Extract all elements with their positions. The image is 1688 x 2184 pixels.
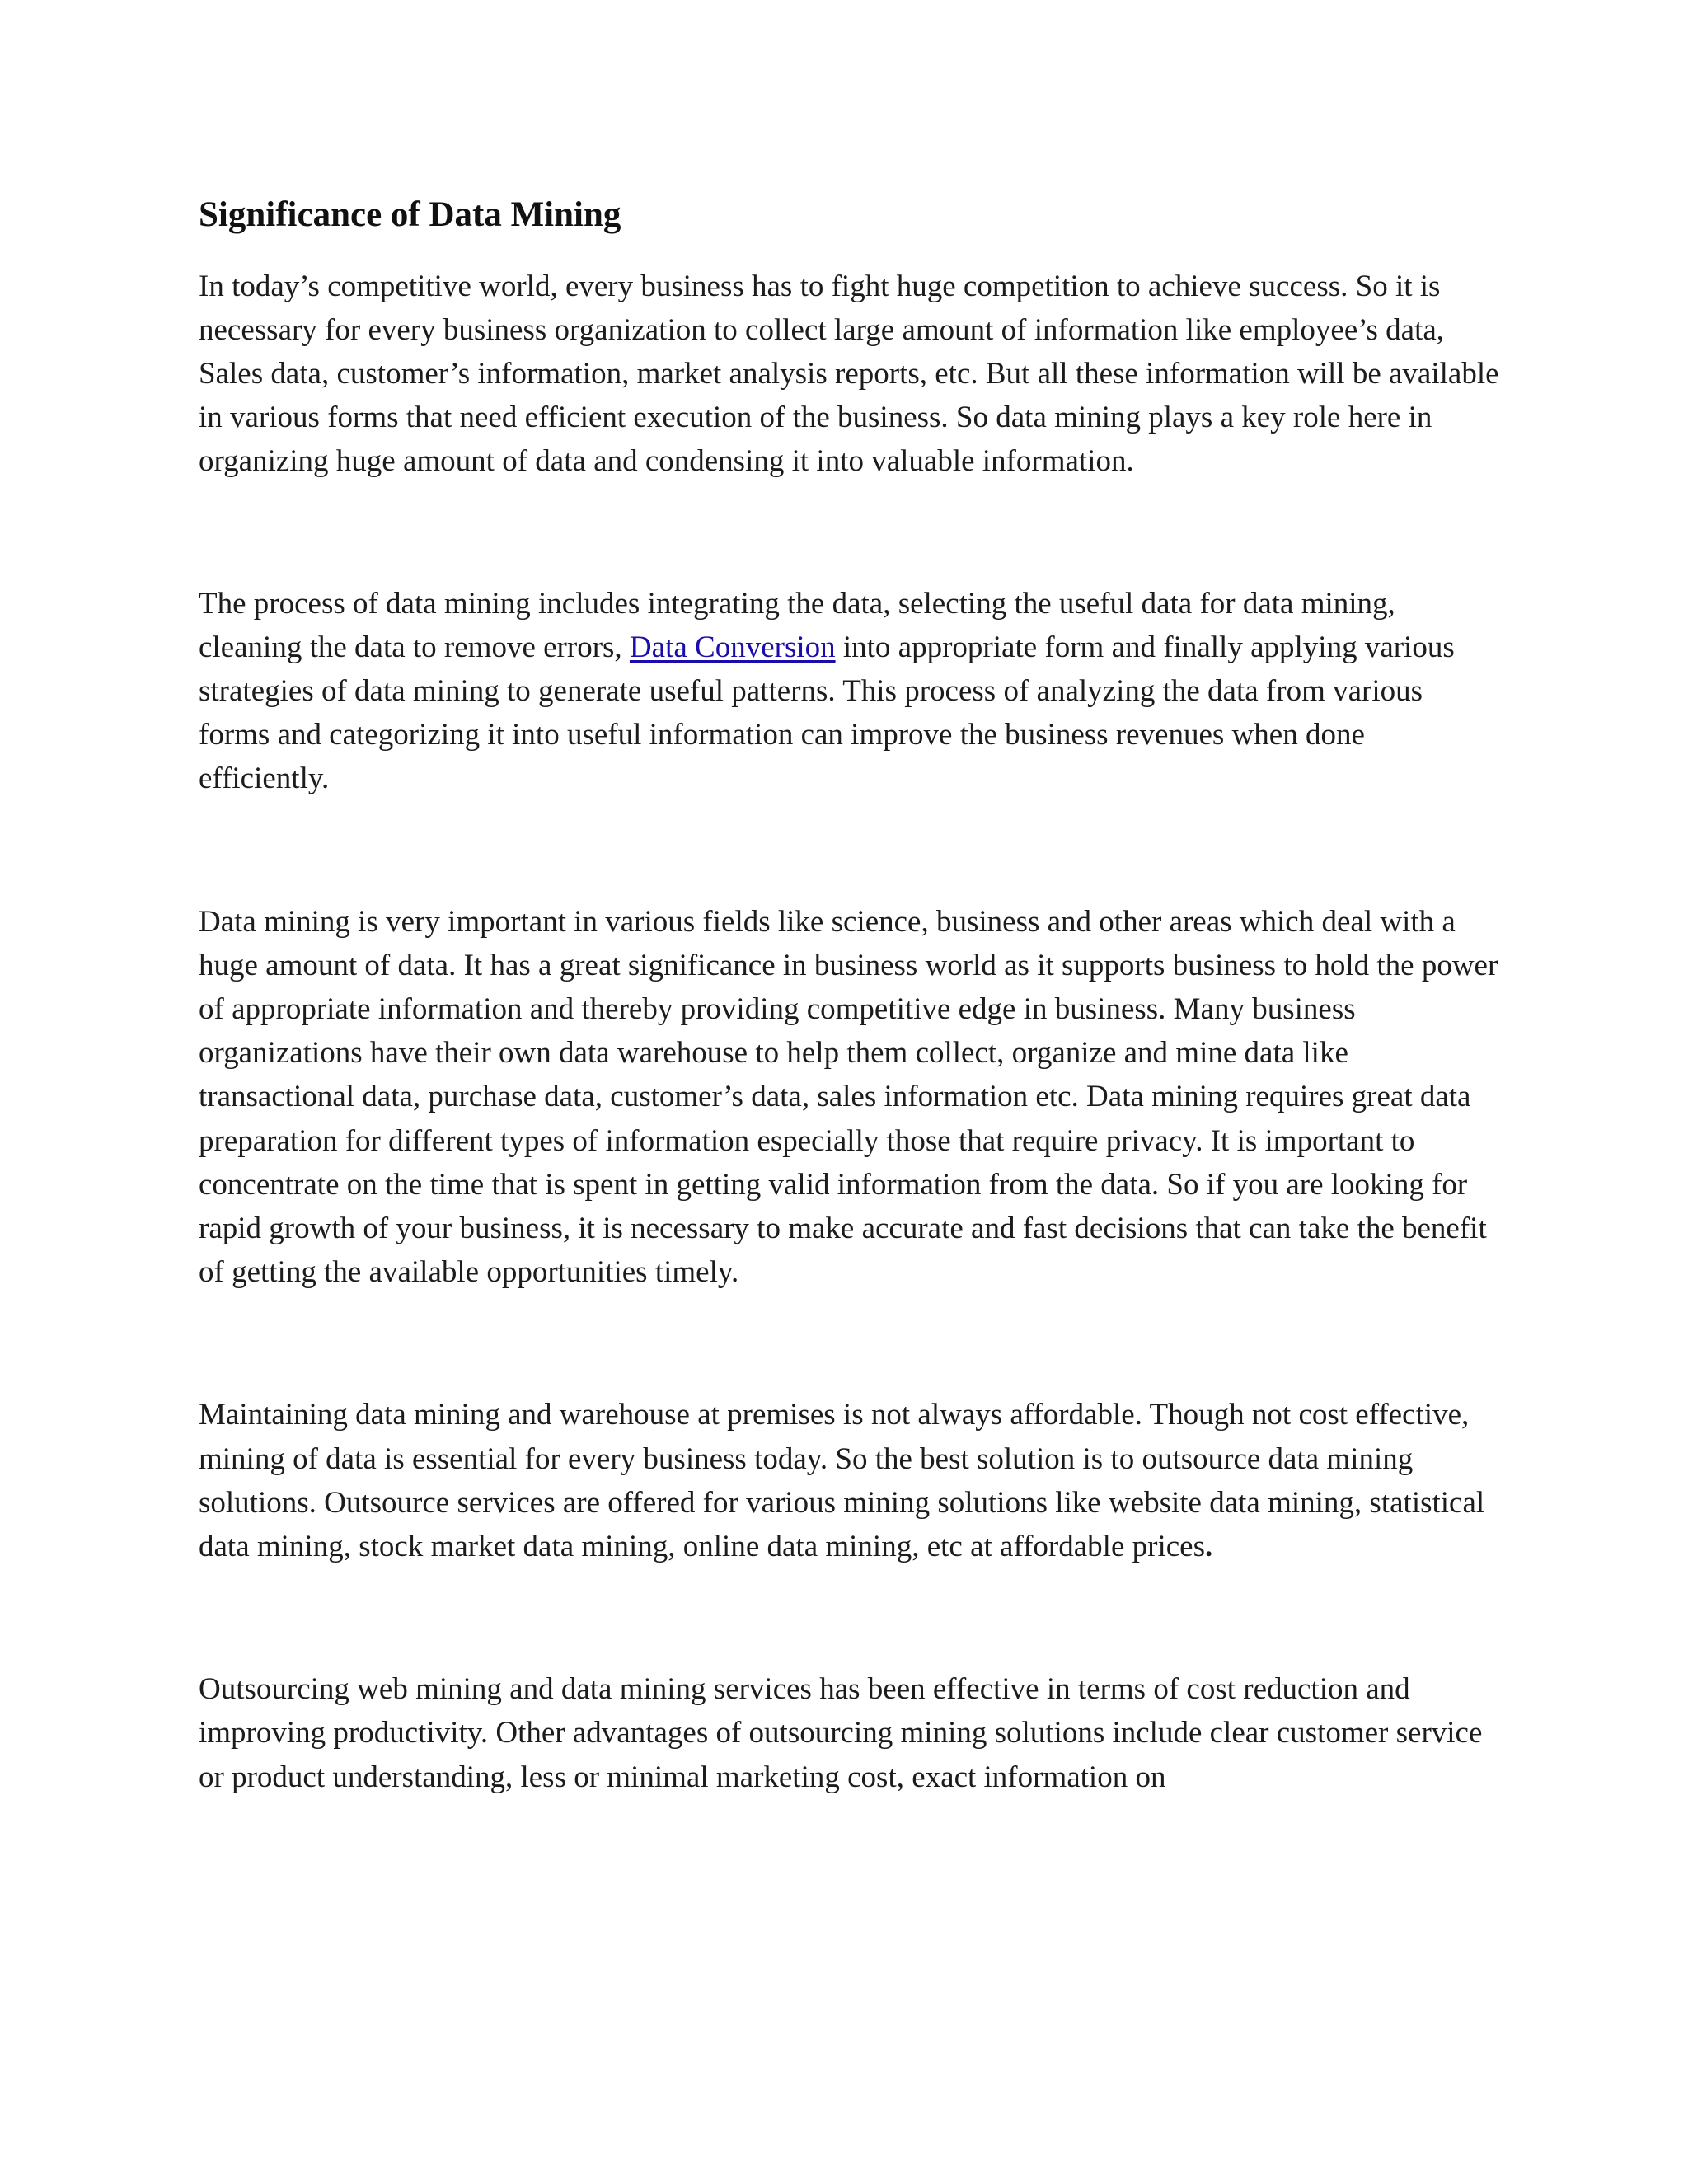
paragraph-2-text-before-link: The process of data mining includes integrating the data, selecting the useful data for data mining, cleaning the data to remove errors, (199, 586, 1395, 664)
paragraph-2 (199, 582, 1501, 801)
paragraph-2-text-after-link: into appropriate form and finally applying various strategies of data mining to generate useful patterns. This process of analyzing the data from various forms and categorizing it into useful information can improve the business revenues when done efficiently. (199, 630, 1455, 796)
paragraph-1: In today’s competitive world, every business has to fight huge competition to achieve success. So it is necessary for every business organization to collect large amount of information like employee’s data, Sales data, customer’s information, market analysis reports, etc. But all these information will be available in various forms that need efficient execution of the business. So data mining plays a key role here in organizing huge amount of data and condensing it into valuable information. (199, 269, 1499, 479)
document-body (199, 194, 1501, 1898)
paragraph-3: Data mining is very important in various fields like science, business and other areas which deal with a huge amount of data. It has a great significance in business world as it supports business to hold the power of appropriate information and thereby providing competitive edge in business. Many business organizations have their own data warehouse to help them collect, organize and mine data like transactional data, purchase data, customer’s data, sales information etc. Data mining requires great data preparation for different types of information especially those that require privacy. It is important to concentrate on the time that is spent in getting valid information from the data. So if you are looking for rapid growth of your business, it is necessary to make accurate and fast decisions that can take the benefit of getting the available opportunities timely. (199, 904, 1498, 1290)
data-conversion-link[interactable]: Data Conversion (629, 630, 836, 664)
paragraph-4 (199, 1393, 1501, 1568)
paragraph-4-text: Maintaining data mining and warehouse at premises is not always affordable. Though not cost effective, mining of data is essential for every business today. So the best solution is to outsource data mining solutions. Outsource services are offered for various mining solutions like website data mining, statistical data mining, stock market data mining, online data mining, etc at affordable prices (199, 1398, 1485, 1564)
paragraph-5: Outsourcing web mining and data mining services has been effective in terms of cost reduction and improving productivity. Other advantages of outsourcing mining solutions include clear customer service or product understanding, less or minimal marketing cost, exact information on (199, 1672, 1483, 1794)
document-title: Significance of Data Mining (199, 195, 621, 234)
paragraph-4-end-mark: . (1204, 1530, 1213, 1564)
